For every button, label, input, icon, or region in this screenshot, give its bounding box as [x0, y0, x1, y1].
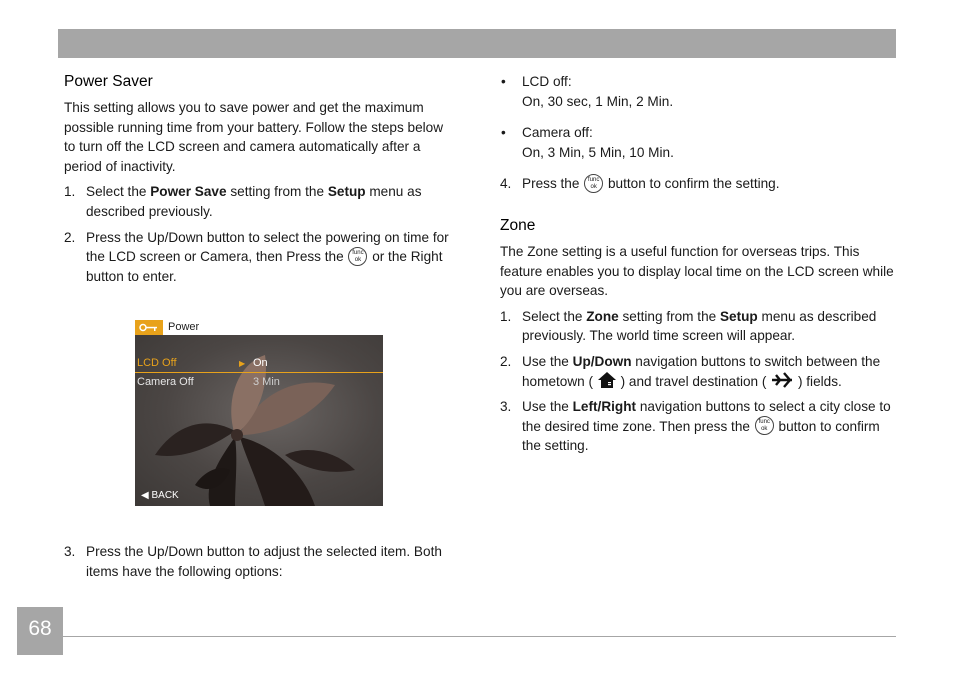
left-column: [64, 72, 454, 286]
arrow-right-icon: ▶: [239, 359, 246, 368]
airplane-icon: [770, 371, 794, 389]
home-icon: [597, 371, 617, 389]
back-arrow-icon: ◀: [141, 490, 149, 501]
zone-step-2: 2. Use the Up/Down navigation buttons to switch between the hometown ( ) and travel destination ( ) fields.: [500, 353, 881, 389]
screen-header: [135, 320, 383, 335]
page-number: 68: [17, 607, 63, 655]
func-ok-button-icon: func ok: [348, 247, 367, 266]
header-bar: [58, 29, 896, 58]
option-camera-off: • Camera off: On, 3 Min, 5 Min, 10 Min.: [501, 125, 674, 160]
option-lcd-off: • LCD off: On, 30 sec, 1 Min, 2 Min.: [501, 74, 674, 109]
power-step-1: 1. Select the Power Save setting from the Setup menu as described previously.: [64, 184, 422, 219]
zone-intro: The Zone setting is a useful function for overseas trips. This feature enables you to display local time on the LCD screen while you are overseas.: [500, 243, 894, 299]
menu-row-lcd-off[interactable]: LCD Off ▶ On: [135, 355, 383, 373]
power-step-3: 3. Press the Up/Down button to adjust the selected item. Both items have the following options:: [64, 544, 442, 579]
zone-heading: Zone: [500, 216, 536, 234]
zone-step-1: 1. Select the Zone setting from the Setup menu as described previously. The world time screen will appear.: [500, 308, 877, 344]
key-icon: [139, 323, 159, 332]
footer-line: [63, 636, 896, 637]
power-saver-intro: This setting allows you to save power and get the maximum possible running time from your battery. Follow the steps below to turn off the LCD screen and camera automatically after a period of inactivity.: [64, 100, 444, 174]
back-button[interactable]: ◀ BACK: [141, 490, 179, 501]
right-column: [500, 72, 896, 456]
power-saver-heading: Power Saver: [64, 73, 153, 90]
func-ok-button-icon: func ok: [755, 416, 774, 435]
power-step-4: 4. Press the func ok button to confirm the setting.: [500, 174, 896, 194]
camera-screen-power: [135, 320, 383, 506]
menu-row-camera-off[interactable]: Camera Off 3 Min: [137, 376, 280, 388]
power-step-2: 2. Press the Up/Down button to select the powering on time for the LCD screen or Camera, then Press the func ok or the Right button to enter.: [64, 229, 449, 284]
power-step-3-wrap: [64, 542, 454, 581]
screen-title: Power: [168, 321, 200, 333]
func-ok-button-icon: func ok: [584, 174, 603, 193]
screen-tab: [135, 320, 163, 335]
zone-step-3: 3. Use the Left/Right navigation buttons to select a city close to the desired time zone. Then press the func ok button to confirm the setting.: [500, 399, 891, 454]
